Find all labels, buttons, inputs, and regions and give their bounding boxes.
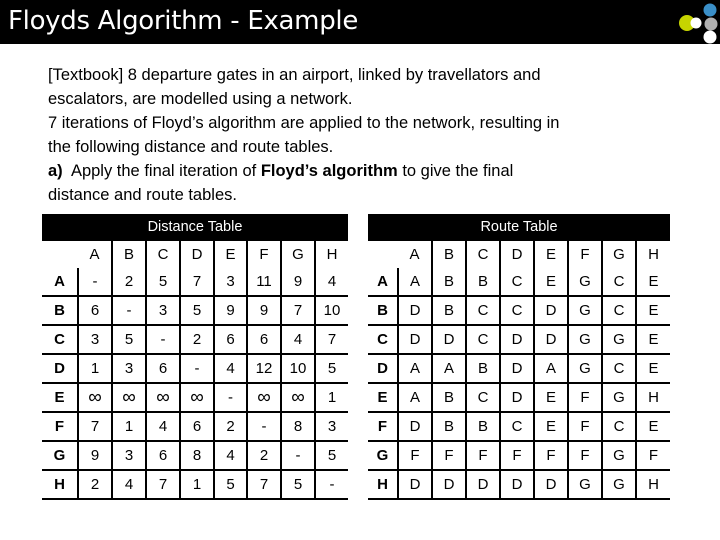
distance-cell: 2 [180, 325, 214, 354]
distance-cell: 6 [78, 296, 112, 325]
distance-column-header: C [146, 241, 180, 268]
distance-cell: ∞ [247, 383, 281, 412]
distance-cell: 8 [180, 441, 214, 470]
route-cell: D [432, 325, 466, 354]
task-part-label: a) [48, 162, 63, 180]
distance-cell: 5 [281, 470, 315, 499]
route-cell: F [568, 383, 602, 412]
route-column-header: G [602, 241, 636, 268]
slide-title: Floyds Algorithm - Example [8, 6, 359, 36]
distance-cell: - [180, 354, 214, 383]
route-cell: C [466, 383, 500, 412]
route-row-header: F [368, 412, 398, 441]
distance-cell: 2 [112, 268, 146, 296]
intro-line: escalators, are modelled using a network. [48, 90, 353, 108]
route-cell: C [602, 296, 636, 325]
route-cell: B [432, 296, 466, 325]
distance-row-header: A [42, 268, 78, 296]
distance-cell: 9 [78, 441, 112, 470]
route-cell: G [568, 296, 602, 325]
distance-cell: 8 [281, 412, 315, 441]
route-cell: E [636, 296, 670, 325]
distance-cell: 2 [78, 470, 112, 499]
route-column-header: D [500, 241, 534, 268]
distance-cell: 4 [214, 354, 247, 383]
distance-cell: ∞ [78, 383, 112, 412]
distance-cell: 5 [112, 325, 146, 354]
task-line [48, 159, 648, 183]
route-row [368, 354, 670, 383]
distance-cell: 6 [146, 441, 180, 470]
route-cell: F [534, 441, 568, 470]
title-bar [0, 0, 720, 44]
route-cell: F [500, 441, 534, 470]
route-cell: F [568, 441, 602, 470]
distance-column-header: D [180, 241, 214, 268]
distance-cell: 3 [112, 354, 146, 383]
route-column-header: B [432, 241, 466, 268]
route-row-header: C [368, 325, 398, 354]
route-cell: D [534, 296, 568, 325]
route-cell: A [398, 268, 432, 296]
distance-cell: 9 [214, 296, 247, 325]
route-cell: A [534, 354, 568, 383]
route-column-header: F [568, 241, 602, 268]
route-column-header: H [648, 246, 659, 263]
route-cell: C [466, 296, 500, 325]
distance-row [42, 354, 348, 383]
route-row-header: G [368, 441, 398, 470]
distance-row [42, 383, 348, 412]
route-cell: F [466, 441, 500, 470]
distance-table [42, 241, 348, 500]
route-cell: E [636, 354, 670, 383]
route-cell: E [636, 268, 670, 296]
distance-row [42, 412, 348, 441]
problem-text [48, 63, 648, 207]
logo-icon [674, 2, 720, 44]
route-cell: E [636, 412, 670, 441]
route-row-header: A [368, 268, 398, 296]
route-row [368, 470, 670, 499]
distance-cell: 5 [315, 441, 348, 470]
intro-line: the following distance and route tables. [48, 138, 334, 156]
route-row [368, 268, 670, 296]
route-cell: D [500, 325, 534, 354]
distance-cell: ∞ [281, 383, 315, 412]
route-cell: B [432, 412, 466, 441]
distance-cell: 5 [214, 470, 247, 499]
route-table-caption: Route Table [368, 214, 670, 241]
route-cell: G [602, 470, 636, 499]
route-cell: H [636, 383, 670, 412]
distance-cell: 1 [180, 470, 214, 499]
distance-cell: 3 [78, 325, 112, 354]
intro-line: [Textbook] 8 departure gates in an airport, linked by travellators and [48, 66, 541, 84]
distance-cell: 5 [315, 354, 348, 383]
route-column-header: A [398, 241, 432, 268]
route-cell: B [466, 354, 500, 383]
distance-cell: 1 [78, 354, 112, 383]
distance-cell: 1 [112, 412, 146, 441]
route-cell: E [636, 325, 670, 354]
route-cell: F [568, 412, 602, 441]
distance-column-header: E [214, 241, 247, 268]
route-row-header: H [368, 470, 398, 499]
route-cell: G [602, 441, 636, 470]
route-cell: G [568, 470, 602, 499]
task-text-after: to give the final [402, 162, 514, 180]
route-cell: C [500, 412, 534, 441]
route-cell: D [398, 470, 432, 499]
route-cell: C [602, 354, 636, 383]
distance-cell: 7 [146, 470, 180, 499]
route-row [368, 412, 670, 441]
distance-cell: 10 [281, 354, 315, 383]
distance-cell: 7 [281, 296, 315, 325]
route-row [368, 296, 670, 325]
distance-cell: 5 [146, 268, 180, 296]
distance-cell: 6 [247, 325, 281, 354]
distance-cell: 6 [146, 354, 180, 383]
distance-cell: 1 [315, 383, 348, 412]
distance-row [42, 296, 348, 325]
distance-cell: ∞ [112, 383, 146, 412]
route-row-header: D [368, 354, 398, 383]
route-column-header: C [466, 241, 500, 268]
distance-cell: 9 [247, 296, 281, 325]
route-cell: C [466, 325, 500, 354]
route-cell: E [534, 412, 568, 441]
intro-line: 7 iterations of Floyd’s algorithm are applied to the network, resulting in [48, 114, 560, 132]
distance-cell: 6 [214, 325, 247, 354]
distance-row [42, 325, 348, 354]
route-row [368, 383, 670, 412]
distance-cell: 4 [214, 441, 247, 470]
route-corner-cell [368, 241, 398, 268]
distance-column-header: F [247, 241, 281, 268]
route-cell: G [602, 325, 636, 354]
distance-column-header: A [78, 241, 112, 268]
route-cell: C [602, 268, 636, 296]
distance-cell: 3 [214, 268, 247, 296]
distance-column-header: G [281, 241, 315, 268]
route-cell: F [636, 441, 670, 470]
task-text-before: Apply the final iteration of [70, 162, 257, 180]
distance-cell: 5 [180, 296, 214, 325]
distance-cell: 4 [146, 412, 180, 441]
route-cell: C [602, 412, 636, 441]
distance-row-header: H [42, 470, 78, 499]
distance-row-header: B [42, 296, 78, 325]
distance-row-header: D [42, 354, 78, 383]
route-cell: D [534, 470, 568, 499]
route-cell: D [500, 470, 534, 499]
route-row [368, 325, 670, 354]
distance-row-header: F [42, 412, 78, 441]
route-cell: A [398, 354, 432, 383]
distance-cell: - [315, 470, 348, 499]
route-cell: D [398, 412, 432, 441]
distance-cell: 7 [247, 470, 281, 499]
route-cell: D [398, 325, 432, 354]
route-cell: D [500, 354, 534, 383]
route-cell: G [568, 268, 602, 296]
distance-cell: 4 [315, 268, 348, 296]
distance-cell: 2 [214, 412, 247, 441]
route-column-header: E [534, 241, 568, 268]
route-cell: C [500, 296, 534, 325]
distance-cell: - [281, 441, 315, 470]
distance-cell: 3 [315, 412, 348, 441]
distance-cell: 12 [247, 354, 281, 383]
route-cell: G [602, 383, 636, 412]
route-cell: A [398, 383, 432, 412]
distance-corner-cell [42, 241, 78, 268]
route-cell: D [398, 296, 432, 325]
route-row-header: B [368, 296, 398, 325]
distance-cell: 7 [315, 325, 348, 354]
distance-column-header: H [326, 246, 338, 263]
distance-row-header: G [42, 441, 78, 470]
distance-cell: 9 [281, 268, 315, 296]
route-cell: F [432, 441, 466, 470]
distance-cell: - [146, 325, 180, 354]
distance-cell: 7 [78, 412, 112, 441]
distance-cell: ∞ [146, 383, 180, 412]
distance-cell: 2 [247, 441, 281, 470]
route-cell: E [534, 383, 568, 412]
distance-row-header: C [42, 325, 78, 354]
distance-cell: 4 [112, 470, 146, 499]
distance-cell: ∞ [180, 383, 214, 412]
distance-cell: 10 [315, 296, 348, 325]
route-cell: A [432, 354, 466, 383]
route-row-header: E [368, 383, 398, 412]
distance-cell: 3 [112, 441, 146, 470]
route-cell: G [568, 325, 602, 354]
route-cell: F [398, 441, 432, 470]
route-cell: D [466, 470, 500, 499]
route-cell: B [466, 412, 500, 441]
distance-cell: 7 [180, 268, 214, 296]
route-cell: B [432, 268, 466, 296]
route-cell: B [466, 268, 500, 296]
distance-row-header: E [42, 383, 78, 412]
route-cell: B [432, 383, 466, 412]
task-line-2: distance and route tables. [48, 186, 237, 204]
route-cell: G [568, 354, 602, 383]
route-cell: E [534, 268, 568, 296]
distance-cell: - [214, 383, 247, 412]
route-cell: D [432, 470, 466, 499]
distance-cell: - [247, 412, 281, 441]
distance-cell: 11 [247, 268, 281, 296]
distance-cell: - [78, 268, 112, 296]
route-cell: C [500, 268, 534, 296]
route-table [368, 241, 670, 500]
distance-cell: 4 [281, 325, 315, 354]
route-cell: H [636, 470, 670, 499]
distance-cell: - [112, 296, 146, 325]
distance-cell: 6 [180, 412, 214, 441]
distance-table-caption: Distance Table [42, 214, 348, 241]
distance-row [42, 268, 348, 296]
task-bold-term: Floyd’s algorithm [260, 162, 398, 180]
route-row [368, 441, 670, 470]
route-cell: D [534, 325, 568, 354]
distance-column-header: B [112, 241, 146, 268]
route-cell: D [500, 383, 534, 412]
distance-cell: 3 [146, 296, 180, 325]
distance-row [42, 470, 348, 499]
distance-row [42, 441, 348, 470]
